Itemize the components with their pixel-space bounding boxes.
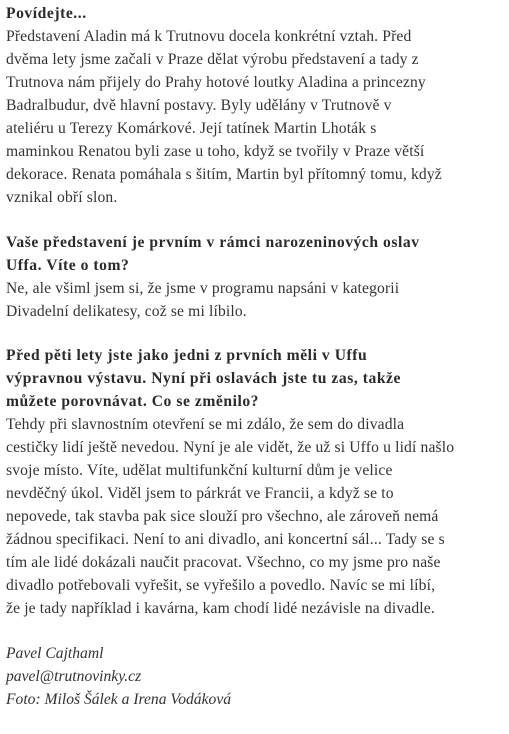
answer-2 (6, 277, 503, 323)
answer-line: maminkou Renatou byli zase u toho, když se tvořily v Praze větší (6, 143, 425, 160)
question-line: Vaše představení je prvním v rámci narozeninových oslav (6, 234, 420, 251)
answer-1 (6, 25, 503, 209)
answer-line: svoje místo. Víte, udělat multifunkční kulturní dům je velice (6, 462, 393, 479)
answer-line: nepovede, tak stavba pak sice slouží pro všechno, ale zároveň nemá (6, 508, 439, 525)
interview-block-1 (6, 2, 503, 209)
answer-line: nevděčný úkol. Viděl jsem to párkrát ve Francii, a když se to (6, 485, 394, 502)
question-line: Povídejte... (6, 5, 87, 22)
interview-block-2 (6, 231, 503, 323)
question-line: můžete porovnávat. Co se změnilo? (6, 393, 260, 410)
answer-line: že je tady například i kavárna, kam chodí lidé nezávisle na divadle. (6, 600, 435, 617)
answer-line: dekorace. Renata pomáhala s šitím, Martin byl přítomný tomu, když (6, 166, 442, 183)
question-1 (6, 2, 503, 25)
paragraph-gap (6, 209, 503, 231)
photo-credit: Foto: Miloš Šálek a Irena Vodáková (6, 691, 232, 708)
signature (6, 642, 503, 711)
answer-line: dvěma lety jsme začali v Praze dělat výrobu představení a tady z (6, 51, 419, 68)
answer-3 (6, 413, 503, 620)
answer-line: divadlo potřebovali vyřešit, se vyřešilo a povedlo. Navíc se mi líbí, (6, 577, 436, 594)
question-line: Uffa. Víte o tom? (6, 257, 130, 274)
question-3 (6, 344, 503, 413)
answer-line: Badralbudur, dvě hlavní postavy. Byly udělány v Trutnově v (6, 97, 392, 114)
answer-line: ateliéru u Terezy Komárkové. Její tatínek Martin Lhoták s (6, 120, 377, 137)
answer-line: tím ale lidé dokázali naučit pracovat. Všechno, co my jsme pro naše (6, 554, 441, 571)
answer-line: cestičky lidí ještě nevedou. Nyní je ale vidět, že už si Uffo u lidí našlo (6, 439, 455, 456)
question-line: výpravnou výstavu. Nyní při oslavách jste tu zas, takže (6, 370, 401, 387)
paragraph-gap (6, 323, 503, 344)
author-name: Pavel Cajthaml (6, 645, 104, 662)
answer-line: Tehdy při slavnostním otevření se mi zdálo, že sem do divadla (6, 416, 405, 433)
paragraph-gap (6, 620, 503, 642)
answer-line: vznikal obří slon. (6, 189, 118, 206)
question-line: Před pěti lety jste jako jedni z prvních měli v Uffu (6, 347, 368, 364)
answer-line: Představení Aladin má k Trutnovu docela konkrétní vztah. Před (6, 28, 412, 45)
author-email: pavel@trutnovinky.cz (6, 668, 142, 685)
interview-block-3 (6, 344, 503, 620)
answer-line: Ne, ale všiml jsem si, že jsme v programu napsáni v kategorii (6, 280, 400, 297)
answer-line: žádnou specifikaci. Není to ani divadlo, ani koncertní sál... Tady se s (6, 531, 445, 548)
answer-line: Divadelní delikatesy, což se mi líbilo. (6, 303, 247, 320)
question-2 (6, 231, 503, 277)
answer-line: Trutnova nám přijely do Prahy hotové loutky Aladina a princezny (6, 74, 426, 91)
